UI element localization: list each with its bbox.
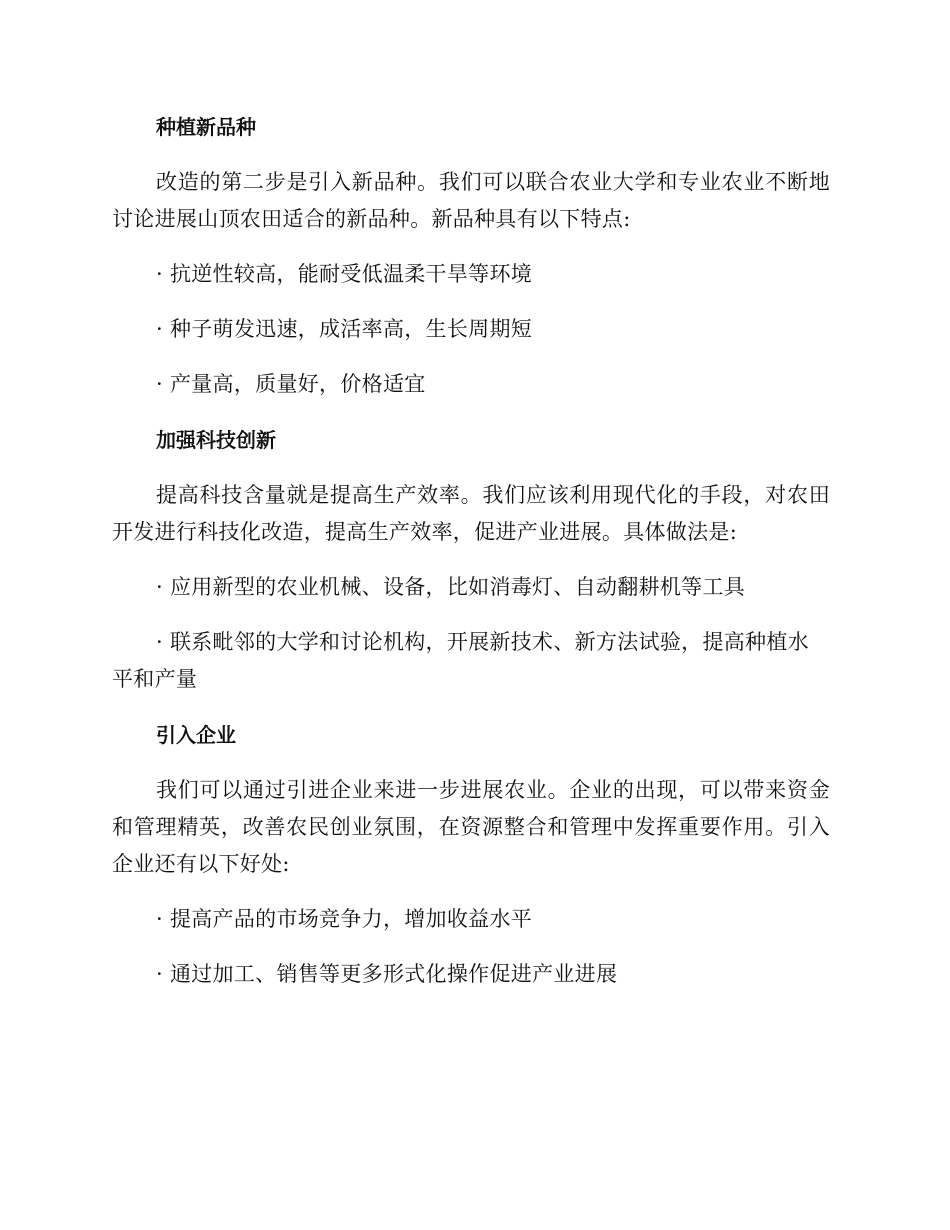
bullet-item: · 通过加工、销售等更多形式化操作促进产业进展 — [156, 962, 618, 986]
section-heading-introduce-enterprises: 引入企业 — [156, 723, 236, 747]
section-paragraph-tech-innovation: 提高科技含量就是提高生产效率。我们应该利用现代化的手段，对农田开发进行科技化改造，提高生产效率，促进产业进展。具体做法是: — [112, 483, 830, 544]
section-heading-tech-innovation: 加强科技创新 — [156, 428, 276, 452]
bullet-item: · 种子萌发迅速，成活率高，生长周期短 — [156, 317, 533, 341]
bullet-item: · 产量高，质量好，价格适宜 — [156, 372, 426, 396]
bullet-item: · 提高产品的市场竞争力，增加收益水平 — [156, 907, 533, 931]
document-body — [112, 108, 830, 1011]
bullet-item: · 抗逆性较高，能耐受低温柔干旱等环境 — [156, 262, 533, 286]
section-heading-new-varieties: 种植新品种 — [156, 115, 256, 139]
bullet-item: · 联系毗邻的大学和讨论机构，开展新技术、新方法试验，提高种植水平和产量 — [112, 630, 809, 691]
bullet-item: · 应用新型的农业机械、设备，比如消毒灯、自动翻耕机等工具 — [156, 575, 746, 599]
section-paragraph-new-varieties: 改造的第二步是引入新品种。我们可以联合农业大学和专业农业不断地讨论进展山顶农田适合的新品种。新品种具有以下特点: — [112, 170, 830, 231]
section-paragraph-introduce-enterprises: 我们可以通过引进企业来进一步进展农业。企业的出现，可以带来资金和管理精英，改善农民创业氛围，在资源整合和管理中发挥重要作用。引入企业还有以下好处: — [112, 778, 830, 876]
